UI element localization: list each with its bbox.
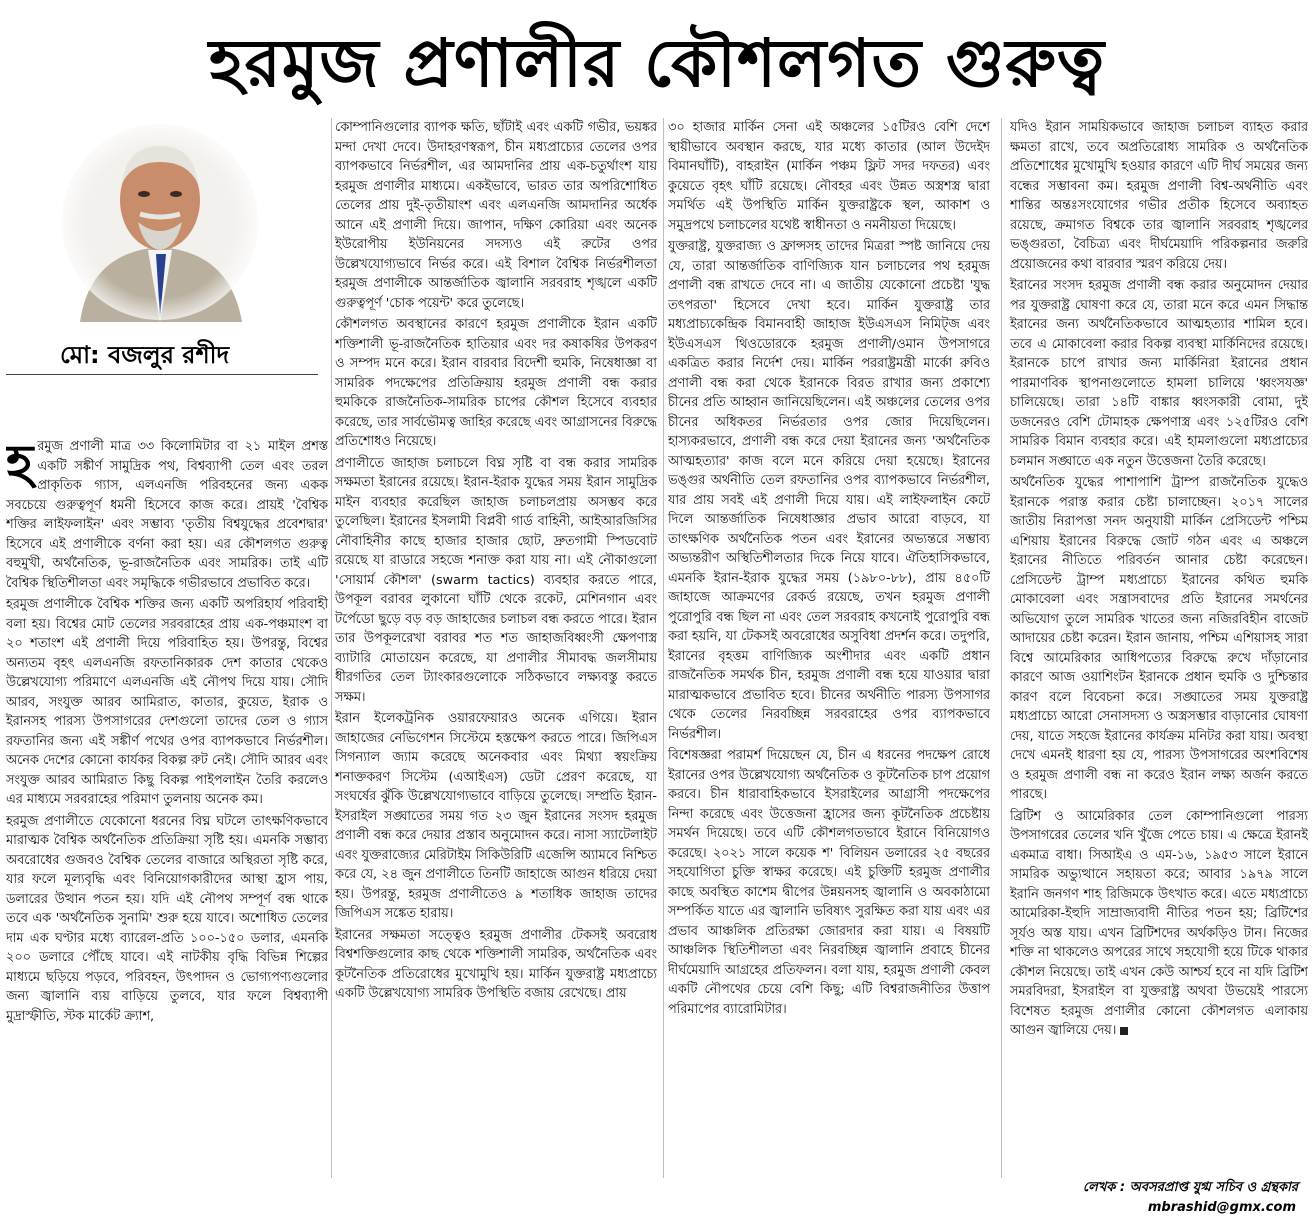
paragraph: বিশেষজ্ঞরা পরামর্শ দিয়েছেন যে, চীন এ ধরনের পদক্ষেপ রোধে ইরানের ওপর উল্লেখযোগ্য অর্থনৈতিক ও কূটনৈতিক চাপ প্রয়োগ করবে। চীন ধারাবাহিকভাবে ইসরাইলের আগ্রাসী পদক্ষেপের নিন্দা করেছে এবং উত্তেজনা হ্রাসের জন্য কূটনৈতিক প্রচেষ্টায় সমর্থন দিয়েছে। তবে এটি কৌশলগতভাবে ইরানে বিনিয়োগও করেছে। ২০২১ সালে কয়েক শ' বিলিয়ন ডলারের ২৫ বছরের সহযোগিতা চুক্তি স্বাক্ষর করেছে। এই চুক্তিটি হরমুজ প্রণালীর কাছে অবস্থিত কাশেম দ্বীপের উন্নয়নসহ জ্বালানি ও অবকাঠামো সম্পর্কিত যাতে এর জ্বালানি ভবিষ্যৎ সুরক্ষিত করা যায় এবং এর প্রভাব আঞ্চলিক প্রতিরক্ষা জোরদার করা যায়। এ বিষয়টি আঞ্চলিক স্থিতিশীলতা এবং নিরবচ্ছিন্ন জ্বালানি প্রবাহে চীনের দীর্ঘমেয়াদি আগ্রহের প্রতিফলন। বলা যায়, হরমুজ প্রণালী কেবল একটি নৌপথের চেয়ে বেশি কিছু; এটি বিশ্বরাজনীতির উত্তাপ পরিমাপের ব্যারোমিটার। — [668, 748, 990, 1017]
byline-divider — [6, 374, 318, 375]
author-byline: মো: বজলুর রশীদ — [60, 341, 230, 369]
column-divider — [663, 118, 664, 1178]
drop-cap: হ — [6, 434, 34, 494]
paragraph: ইরান ইলেকট্রনিক ওয়ারফেয়ারও অনেক এগিয়ে। ইরান জাহাজের নেভিগেশন সিস্টেমে হস্তক্ষেপ করতে পারে। জিপিএস সিগন্যাল জ্যাম করেছে অনেকবার এবং মিথ্যা স্বয়ংক্রিয় শনাক্তকরণ সিস্টেম (এআইএস) ডেটা প্রেরণ করেছে, যা সংঘর্ষের ঝুঁকি উল্লেখযোগ্যভাবে বাড়িয়ে তুলেছে। সম্প্রতি ইরান-ইসরাইল সঙ্ঘাতের সময় গত ২৩ জুন ইরানের সংসদ হরমুজ প্রণালী বন্ধ করে দেয়ার প্রস্তাব অনুমোদন করে। নাসা স্যাটেলাইট এবং যুক্তরাজ্যের মেরিটাইম সিকিউরিটি এজেন্সি অ্যামবে নিশ্চিত করে যে, ২৪ জুন প্রণালীতে তিনটি জাহাজে আগুন ধরিয়ে দেয়া হয়। উপরন্তু, হরমুজ প্রণালীতেও ৯ শতাধিক জাহাজ তাদের জিপিএস সঙ্কেত হারায়। — [335, 711, 657, 921]
column-4 — [1010, 118, 1308, 1178]
author-email: mbrashid@gmx.com — [1147, 1200, 1296, 1215]
paragraph: ৩০ হাজার মার্কিন সেনা এই অঞ্চলের ১৫টিরও বেশি দেশে স্থায়ীভাবে অবস্থান করছে, যার মধ্যে কাতার (আল উদেইদ বিমানঘাঁটি), বাহরাইন (মার্কিন পঞ্চম ফ্লিট সদর দফতর) এবং কুয়েতে বৃহৎ ঘাঁটি রয়েছে। নৌবহর এবং উন্নত অস্ত্রশস্ত্র দ্বারা সমর্থিত এই উপস্থিতি মার্কিন যুক্তরাষ্ট্রকে স্থল, আকাশ ও সমুদ্রপথে চলাচলের যথেষ্ট স্বাধীনতা ও নমনীয়তা দিয়েছে। — [668, 120, 990, 233]
paragraph: হরমুজ প্রণালীকে বৈশ্বিক শক্তির জন্য একটি অপরিহার্য পরিবাহী বলা হয়। বিশ্বের মোট তেলের সরবরাহের প্রায় এক-পঞ্চমাংশ বা ২০ শতাংশ এই প্রণালী দিয়ে পরিবাহিত হয়। উপরন্তু, বিশ্বের অন্যতম বৃহৎ এলএনজি রফতানিকারক দেশ কাতার থেকেও উল্লেখযোগ্য পরিমাণে এলএনজি এই নৌপথ দিয়ে যায়। সৌদি আরব, সংযুক্ত আরব আমিরাত, কাতার, কুয়েত, ইরাক ও ইরানসহ পারস্য উপসাগরের দেশগুলো তাদের তেল ও গ্যাস রফতানির জন্য এই সঙ্কীর্ণ পথের ওপর ব্যাপকভাবে নির্ভরশীল। অনেক দেশের কোনো কার্যকর বিকল্প রুট নেই। সৌদি আরব এবং সংযুক্ত আরব আমিরাত কিছু বিকল্প পাইপলাইন তৈরি করলেও এর মাধ্যমে সরবরাহের পরিমাণ তুলনায় অনেক কম। — [6, 597, 328, 807]
headline: হরমুজ প্রণালীর কৌশলগত গুরুত্ব — [208, 25, 1106, 102]
column-1 — [6, 118, 328, 1178]
author-credit: লেখক : অবসরপ্রাপ্ত যুগ্ম সচিব ও গ্রন্থকার — [1082, 1180, 1298, 1195]
paragraph: কৌশলগত অবস্থানের কারণে হরমুজ প্রণালীকে ইরান একটি শক্তিশালী ভূ-রাজনৈতিক হাতিয়ার এবং দর কষাকষির উপকরণ ও সম্পদ মনে করে। ইরান বারবার বিদেশী হুমকি, নিষেধাজ্ঞা বা সামরিক পদক্ষেপের প্রতিক্রিয়ায় হরমুজ প্রণালী বন্ধ করার হুমকিকে রাজনৈতিক-সামরিক চাপের কৌশল হিসেবে ব্যবহার করেছে, তার সার্বভৌমত্ব জাহির করেছে এবং আগ্রাসনের বিরুদ্ধে প্রতিশোধও নিয়েছে। — [335, 317, 657, 449]
paragraph: কোম্পানিগুলোর ব্যাপক ক্ষতি, ছাঁটাই এবং একটি গভীর, ভয়ঙ্কর মন্দা দেখা দেবে। উদাহরণস্বরূপ, চীন মধ্যপ্রাচ্যের তেলের ওপর ব্যাপকভাবে নির্ভরশীল, এর আমদানির প্রায় এক-চতুর্থাংশ যায় হরমুজ প্রণালীর মাধ্যমে। একইভাবে, ভারত তার অপরিশোধিত তেলের প্রায় দুই-তৃতীয়াংশ এবং এলএনজি আমদানির অর্ধেক আনে এই প্রণালী দিয়ে। জাপান, দক্ষিণ কোরিয়া এবং অনেক ইউরোপীয় ইউনিয়নের সদস্যও এই রুটের ওপর উল্লেখযোগ্যভাবে নির্ভর করে। এই বিশাল বৈশ্বিক নির্ভরশীলতা হরমুজ প্রণালীকে আন্তর্জাতিক জ্বালানি সরবরাহ শৃঙ্খলে একটি গুরুত্বপূর্ণ 'চোক পয়েন্ট' করে তুলেছে। — [335, 120, 657, 311]
column-divider — [331, 118, 332, 1178]
column-2 — [335, 118, 657, 1178]
paragraph: ব্রিটিশ ও আমেরিকার তেল কোম্পানিগুলো পারস্য উপসাগরের তেলের খনি খুঁজে পেতে চায়। এ ক্ষেত্রে ইরানই একমাত্র বাধা। সিআইএ ও এম-১৬, ১৯৫৩ সালে ইরানে সামরিক অভ্যুত্থানে সহায়তা করে; আবার ১৯৭৯ সালে ইরানি জনগণ শাহ রিজিমকে উৎখাত করে। এতে মধ্যপ্রাচ্যে আমেরিকা-ইহুদি সাম্রাজ্যবাদী নীতির পতন হয়; ব্রিটিশের সূর্যও অস্ত যায়। এখন ব্রিটিশদের অর্থকড়িও টান। নিজের শক্তি না থাকলেও অপরের সাথে সহযোগী হয়ে টিকে থাকার কৌশল নিয়েছে। তাই এখন কেউ আশ্চর্য হবে না যদি ব্রিটিশ সমরবিদরা, ইসরাইল বা যুক্তরাষ্ট্র অথবা উভয়েই পারস্যে বিশেষত হরমুজ প্রণালীর কোনো কৌশলগত এলাকায় আগুন জ্বালিয়ে দেয়। — [1010, 808, 1308, 1038]
column-3 — [668, 118, 990, 1178]
paragraph: হরমুজ প্রণালীতে যেকোনো ধরনের বিঘ্ন ঘটলে তাৎক্ষণিকভাবে মারাত্মক বৈশ্বিক অর্থনৈতিক প্রতিক্রিয়া সৃষ্টি হয়। এমনকি সম্ভাব্য অবরোধের গুজবও বৈশ্বিক তেলের বাজারে অস্থিরতা সৃষ্টি করে, যার ফলে মূল্যবৃদ্ধি এবং বিনিয়োগকারীদের আস্থা হ্রাস পায়, ডলারের উত্থান পতন হয়। যদি এই নৌপথ সম্পূর্ণ বন্ধ থাকে তবে এক 'অর্থনৈতিক সুনামি' শুরু হয়ে যাবে। অশোধিত তেলের দাম এক ঘণ্টার মধ্যে ব্যারেল-প্রতি ১০০-১৫০ ডলার, এমনকি ২০০ ডলারে পৌঁছে যাবে। এই নাটকীয় বৃদ্ধি বিভিন্ন শিল্পের মাধ্যমে ছড়িয়ে পড়বে, পরিবহন, উৎপাদন ও ভোগ্যপণ্যগুলোর জন্য জ্বালানি ব্যয় বাড়িয়ে তুলবে, যার ফলে বিশ্বব্যাপী মুদ্রাস্ফীতি, স্টক মার্কেট ক্র্যাশ, — [6, 813, 328, 1024]
paragraph: যুক্তরাষ্ট্র, যুক্তরাজ্য ও ফ্রান্সসহ তাদের মিত্ররা স্পষ্ট জানিয়ে দেয় যে, তারা আন্তর্জাতিক বাণিজ্যিক যান চলাচলের পথ হরমুজ প্রণালী বন্ধ রাখতে দেবে না। এ জাতীয় যেকোনো প্রচেষ্টা 'যুদ্ধ তৎপরতা' হিসেবে দেখা হবে। মার্কিন যুক্তরাষ্ট্র তার মধ্যপ্রাচ্যকেন্দ্রিক বিমানবাহী জাহাজ ইউএসএস নিমিট্জ এবং ইউএসএস থিওডোরকে হরমুজ প্রণালী/ওমান উপসাগরে একত্রিত করার নির্দেশ দেয়। মার্কিন পররাষ্ট্রমন্ত্রী মার্কো রুবিও প্রণালী বন্ধ করা থেকে ইরানকে বিরত রাখার জন্য প্রকাশ্যে চীনের প্রতি আহ্বান জানিয়েছিলেন। এই অঞ্চলের তেলের ওপর চীনের অধিকতর নির্ভরতার ওপর জোর দিয়েছিলেন। হাস্যকরভাবে, প্রণালী বন্ধ করে দেয়া ইরানের জন্য 'অর্থনৈতিক আত্মহত্যার' কাজ বলে মনে করিয়ে দেয়া হয়েছে। ইরানের ভঙ্গুর অর্থনীতি তেল রফতানির ওপর ব্যাপকভাবে নির্ভরশীল, যার প্রায় সবই এই প্রণালী দিয়ে যায়। এই লাইফলাইন কেটে দিলে আন্তর্জাতিক নিষেধাজ্ঞার প্রভাব আরো বাড়বে, যা তাৎক্ষণিক অর্থনৈতিক পতন এবং ইরানের অভ্যন্তরে সম্ভাব্য অভ্যন্তরীণ অস্থিতিশীলতার দিকে নিয়ে যাবে। ঐতিহাসিকভাবে, এমনকি ইরান-ইরাক যুদ্ধের সময় (১৯৮০-৮৮), প্রায় ৪৫০টি জাহাজে আক্রমণের রেকর্ড রয়েছে, তখন হরমুজ প্রণালী পুরোপুরি বন্ধ ছিল না এবং তেল সরবরাহ কখনোই পুরোপুরি বন্ধ করা হয়নি, যা টেকসই অবরোধের অসুবিধা প্রদর্শন করে। তদুপরি, ইরানের বৃহত্তম বাণিজ্যিক অংশীদার এবং একটি প্রধান রাজনৈতিক সমর্থক চীন, হরমুজ প্রণালী বন্ধ হয়ে যাওয়ার দ্বারা মারাত্মকভাবে প্রভাবিত হবে। চীনের অর্থনীতি পারস্য উপসাগর থেকে তেলের নিরবচ্ছিন্ন সরবরাহের ওপর ব্যাপকভাবে নির্ভরশীল। — [668, 239, 990, 742]
paragraph: ইরানের সংসদ হরমুজ প্রণালী বন্ধ করার অনুমোদন দেয়ার পর যুক্তরাষ্ট্র ঘোষণা করে যে, তারা মনে করে এমন সিদ্ধান্ত ইরানের জন্য অর্থনৈতিকভাবে আত্মহত্যার শামিল হবে। তবে এ মোকাবেলা করার বিকল্প ব্যবস্থা মার্কিনিদের রয়েছে। ইরানকে চাপে রাখার জন্য মার্কিনিরা ইরানের প্রধান পারমাণবিক স্থাপনাগুলোতে হামলা চালিয়ে 'ধ্বংসযজ্ঞ' চালিয়েছে। তারা ১৪টি বাঙ্কার ধ্বংসকারী বোমা, দুই ডজনেরও বেশি টোমাহক ক্ষেপণাস্ত্র এবং ১২৫টিরও বেশি সামরিক বিমান ব্যবহার করে। এই হামলাগুলো মধ্যপ্রাচ্যের চলমান সঙ্ঘাতে এক নতুন উত্তেজনা তৈরি করেছে। — [1010, 278, 1308, 469]
paragraph: যদিও ইরান সাময়িকভাবে জাহাজ চলাচল ব্যাহত করার ক্ষমতা রাখে, তবে অপ্রতিরোধ্য সামরিক ও অর্থনৈতিক প্রতিশোধের মুখোমুখি হওয়ার কারণে এটি দীর্ঘ সময়ের জন্য বন্ধের সম্ভাবনা কম। হরমুজ প্রণালী বিশ্ব-অর্থনীতি এবং শান্তির অন্তঃসংযোগের গভীর প্রতীক হিসেবে অব্যাহত রয়েছে, ক্রমাগত বিশ্বকে তার জ্বালানি সরবরাহ শৃঙ্খলের ভঙ্গুরতা, বৈচিত্র্য এবং দীর্ঘমেয়াদি পরিকল্পনার জরুরি প্রয়োজনের কথা বারবার স্মরণ করিয়ে দেয়। — [1010, 120, 1308, 272]
author-portrait — [60, 122, 260, 322]
paragraph: হরমুজ প্রণালী মাত্র ৩৩ কিলোমিটার বা ২১ মাইল প্রশস্ত একটি সঙ্কীর্ণ সামুদ্রিক পথ, বিশ্বব্যাপী তেল এবং তরল প্রাকৃতিক গ্যাস, এলএনজি পরিবহনের জন্য একক সবচেয়ে গুরুত্বপূর্ণ ধমনী হিসেবে কাজ করে। প্রায়ই 'বৈশ্বিক শক্তির লাইফলাইন' এবং সম্ভাব্য 'তৃতীয় বিশ্বযুদ্ধের প্রবেশদ্বার' হিসেবে এই প্রণালীকে বর্ণনা করা হয়। এর কৌশলগত গুরুত্ব বহুমুখী, অর্থনৈতিক, ভূ-রাজনৈতিক এবং সামরিক। তাই এটি বৈশ্বিক স্থিতিশীলতা এবং সমৃদ্ধিকে গভীরভাবে প্রভাবিত করে। — [6, 434, 328, 591]
paragraph: ইরানের সক্ষমতা সত্ত্বেও হরমুজ প্রণালীর টেকসই অবরোধ বিশ্বশক্তিগুলোর কাছ থেকে শক্তিশালী সামরিক, অর্থনৈতিক এবং কূটনৈতিক প্রতিরোধের মুখোমুখি হয়। মার্কিন যুক্তরাষ্ট্র মধ্যপ্রাচ্যে একটি উল্লেখযোগ্য সামরিক উপস্থিতি বজায় রেখেছে। প্রায় — [335, 927, 657, 1001]
column-divider — [1001, 118, 1002, 1178]
paragraph: প্রণালীতে জাহাজ চলাচলে বিঘ্ন সৃষ্টি বা বন্ধ করার সামরিক সক্ষমতা ইরানের রয়েছে। ইরান-ইরাক যুদ্ধের সময় ইরান সামুদ্রিক মাইন ব্যবহার করেছিল জাহাজ চলাচলপ্রায় অসম্ভব করে তুলেছিল। ইরানের ইসলামী বিপ্লবী গার্ড বাহিনী, আইআরজিসির নৌবাহিনীর কাছে হাজার হাজার ছোট, দ্রুতগামী স্পিডবোট রয়েছে যা রাডারে সহজে শনাক্ত করা যায় না। এই নৌকাগুলো 'সোয়ার্ম কৌশল' (swarm tactics) ব্যবহার করতে পারে, উপকূল বরাবর লুকানো ঘাঁটি থেকে রকেট, মেশিনগান এবং টর্পেডো ছুড়ে বড় বড় জাহাজের চলাচল বন্ধ করতে পারে। ইরান তার উপকূলরেখা বরাবর শত শত জাহাজবিধ্বংসী ক্ষেপণাস্ত্র ব্যাটারি মোতায়েন করেছে, যা প্রণালীর সীমাবদ্ধ জলসীমায় ধীরগতির তেল ট্যাংকারগুলোকে সঠিকভাবে লক্ষ্যবস্তু করতে সক্ষম। — [335, 455, 657, 705]
end-of-article-mark — [1120, 1027, 1128, 1035]
paragraph: অর্থনৈতিক যুদ্ধের পাশাপাশি ট্রাম্প রাজনৈতিক যুদ্ধেও ইরানকে পরাস্ত করার চেষ্টা চালাচ্ছেন। ২০১৭ সালের জাতীয় নিরাপত্তা সনদ অনুযায়ী মার্কিন প্রেসিডেন্ট পশ্চিম এশিয়ায় ইরানের বিরুদ্ধে জোট গঠন এবং এ অঞ্চলে ইরানের নীতিতে পরিবর্তন আনার চেষ্টা করেছেন। প্রেসিডেন্ট ট্রাম্প মধ্যপ্রাচ্যে ইরানের কথিত হুমকি মোকাবেলা এবং সন্ত্রাসবাদের প্রতি ইরানের সমর্থনের অভিযোগ তুলে সামরিক খাতের জন্য নজিরবিহীন বাজেট আদায়ের চেষ্টা করেন। ইরান জানায়, পশ্চিম এশিয়াসহ সারা বিশ্বে আমেরিকার আধিপত্যের বিরুদ্ধে রুখে দাঁড়ানোর কারণে আজ ওয়াশিংটন ইরানকে প্রধান হুমকি ও দুশ্চিন্তার কারণ বলে বিবেচনা করে। সঙ্ঘাতের সময় যুক্তরাষ্ট্র মধ্যপ্রাচ্যে আরো সেনাসদস্য ও অস্ত্রসম্ভার বাড়ানোর ঘোষণা দেয়, যাতে সহজে ইরানের কার্যক্রম মনিটর করা যায়। অবস্থা দেখে এমনই ধারণা হয় যে, পারস্য উপসাগরের অংশবিশেষ ও হরমুজ প্রণালী বন্ধ না করেও ইরান লক্ষ্য অর্জন করতে পারছে। — [1010, 475, 1308, 802]
